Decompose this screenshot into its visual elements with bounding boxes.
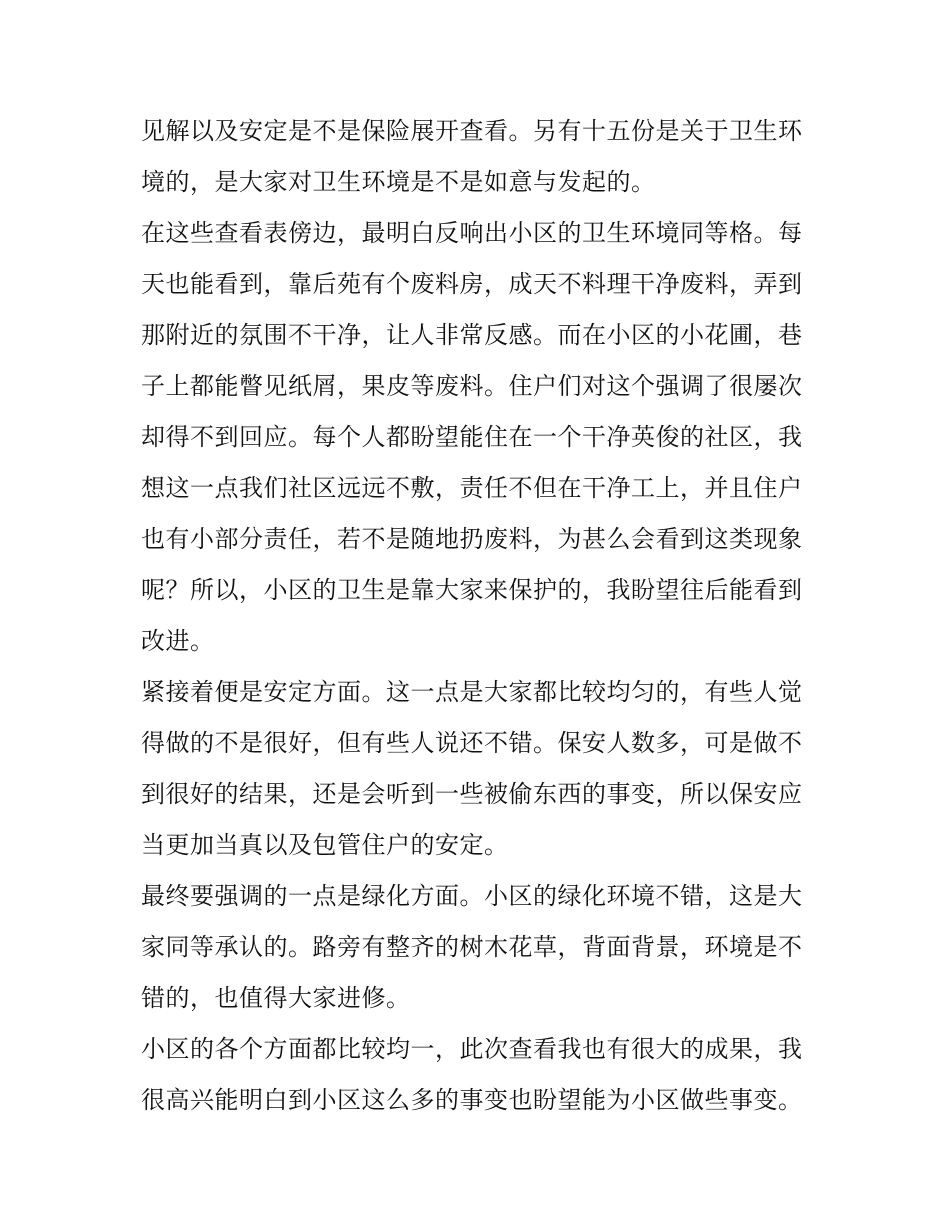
- text-line: 家同等承认的。路旁有整齐的树木花草，背面背景，环境是不: [141, 933, 803, 961]
- paragraph-2: [141, 208, 821, 667]
- text-line: 错的，也值得大家进修。: [141, 984, 411, 1012]
- text-line: 境的，是大家对卫生环境是不是如意与发起的。: [141, 168, 656, 196]
- text-line: 却得不到回应。每个人都盼望能住在一个干净英俊的社区，我: [141, 423, 803, 451]
- paragraph-3: [141, 667, 821, 871]
- text-line: 呢？所以，小区的卫生是靠大家来保护的，我盼望往后能看到: [141, 576, 803, 604]
- text-line: 紧接着便是安定方面。这一点是大家都比较均匀的，有些人觉: [141, 678, 803, 706]
- document-body: [141, 106, 821, 1126]
- text-line: 最终要强调的一点是绿化方面。小区的绿化环境不错，这是大: [141, 882, 803, 910]
- text-line: 小区的各个方面都比较均一，此次查看我也有很大的成果，我: [141, 1035, 803, 1063]
- text-line: 得做的不是很好，但有些人说还不错。保安人数多，可是做不: [141, 729, 803, 757]
- text-line: 想这一点我们社区远远不敷，责任不但在干净工上，并且住户: [141, 474, 803, 502]
- text-line: 见解以及安定是不是保险展开查看。另有十五份是关于卫生环: [141, 117, 803, 145]
- text-line: 改进。: [141, 627, 215, 655]
- text-line: 子上都能瞥见纸屑，果皮等废料。住户们对这个强调了很屡次: [141, 372, 803, 400]
- text-line: 天也能看到，靠后苑有个废料房，成天不料理干净废料，弄到: [141, 270, 803, 298]
- text-line: 在这些查看表傍边，最明白反响出小区的卫生环境同等格。每: [141, 219, 803, 247]
- paragraph-1: [141, 106, 821, 208]
- paragraph-4: [141, 871, 821, 1024]
- text-line: 到很好的结果，还是会听到一些被偷东西的事变，所以保安应: [141, 780, 803, 808]
- text-line: 也有小部分责任，若不是随地扔废料，为甚么会看到这类现象: [141, 525, 803, 553]
- paragraph-5: [141, 1024, 821, 1126]
- text-line: 当更加当真以及包管住户的安定。: [141, 831, 509, 859]
- text-line: 那附近的氛围不干净，让人非常反感。而在小区的小花圃，巷: [141, 321, 803, 349]
- text-line: 很高兴能明白到小区这么多的事变也盼望能为小区做些事变。: [141, 1086, 803, 1114]
